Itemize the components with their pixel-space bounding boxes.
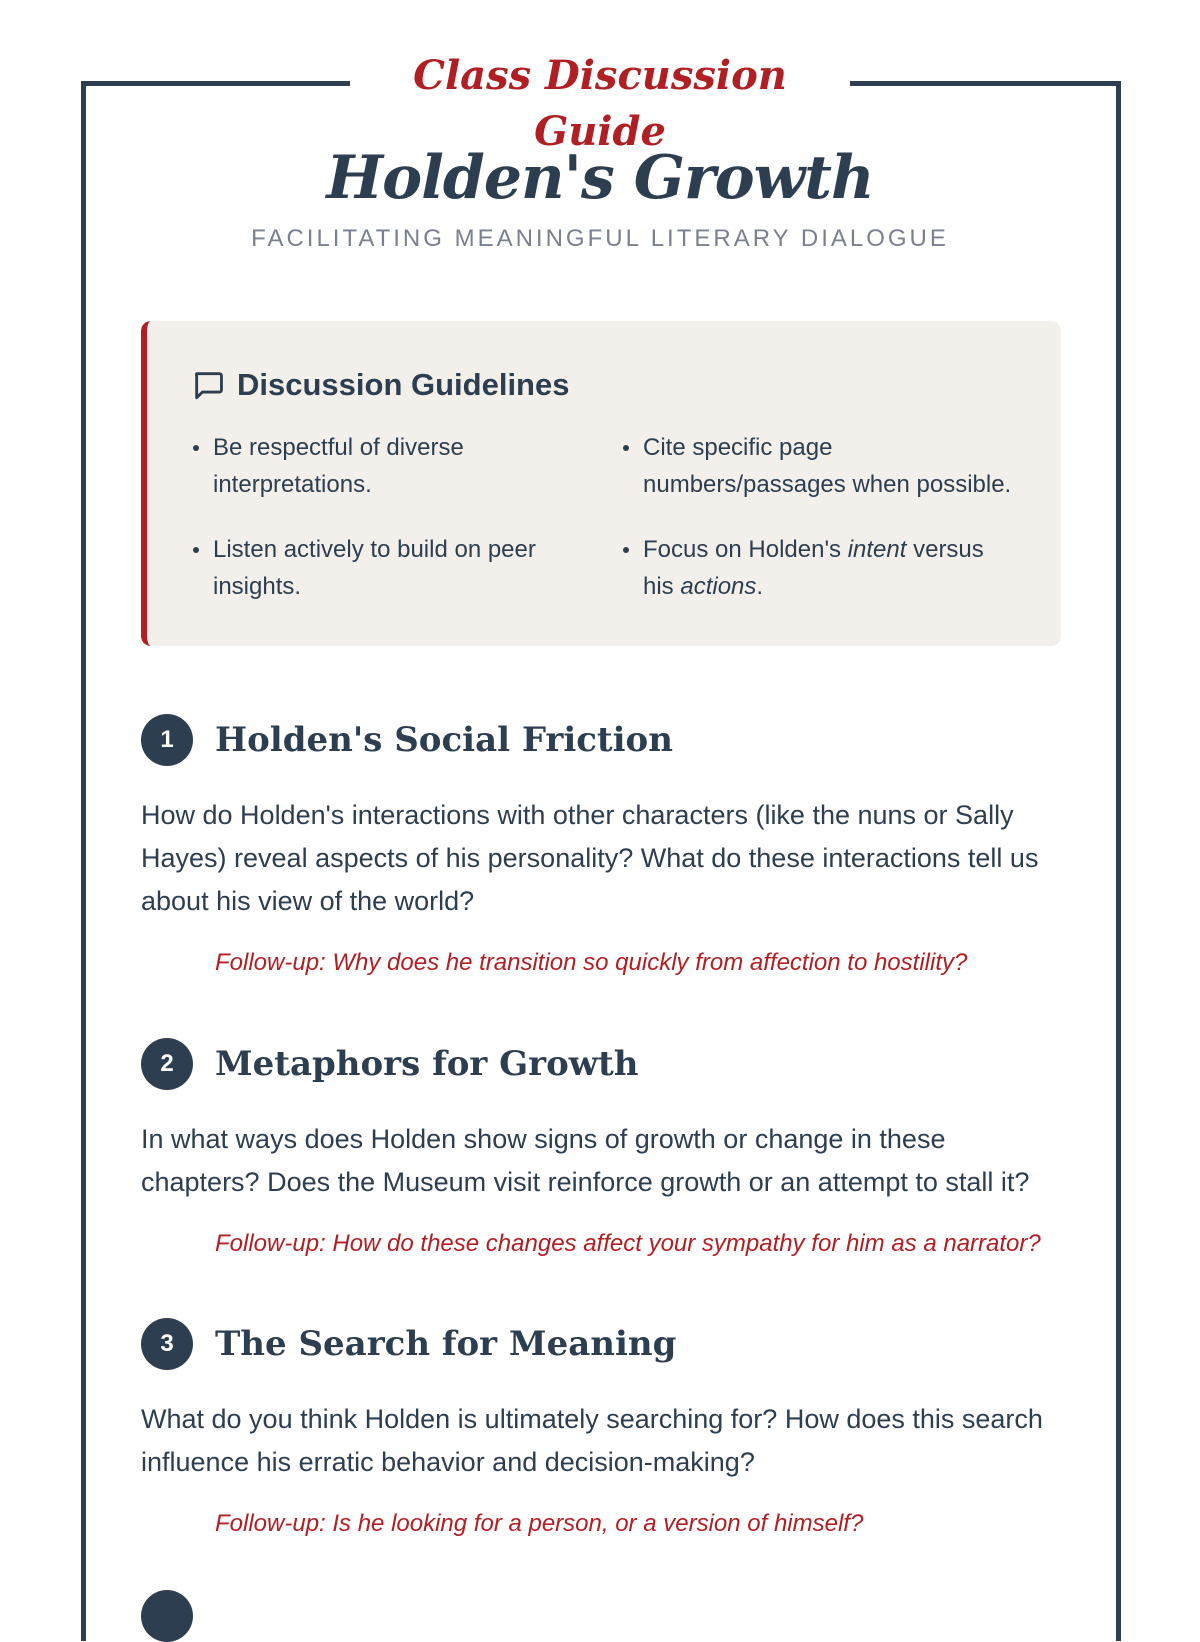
question-body: How do Holden's interactions with other characters (like the nuns or Sally Hayes) reveal aspects of his personality? What do these interactions tell us about his view of the world?: [141, 800, 1039, 916]
guideline-item: Be respectful of diverse interpretations.: [191, 429, 621, 503]
question-title: The Search for Meaning: [215, 1324, 677, 1364]
question-number-badge: 2: [141, 1038, 193, 1090]
question-title: Holden's Social Friction: [215, 720, 673, 760]
question-2: [141, 1036, 1066, 1262]
question-followup: Follow-up: How do these changes affect your sympathy for him as a narrator?: [215, 1230, 1041, 1257]
question-number-badge: 1: [141, 714, 193, 766]
guideline-item: Listen actively to build on peer insights.: [191, 531, 621, 605]
page-title: Holden's Growth: [326, 143, 874, 213]
guidelines-title: Discussion Guidelines: [237, 367, 570, 402]
question-number-badge: [141, 1590, 193, 1642]
question-title: Metaphors for Growth: [215, 1044, 639, 1084]
question-header: [141, 1036, 1066, 1092]
question-1: [141, 712, 1066, 981]
question-number-badge: 3: [141, 1318, 193, 1370]
question-followup: Follow-up: Is he looking for a person, or a version of himself?: [215, 1510, 864, 1537]
question-body: In what ways does Holden show signs of growth or change in these chapters? Does the Museum visit reinforce growth or an attempt to stall it?: [141, 1124, 1030, 1197]
question-header: [141, 1316, 1066, 1372]
guidelines-list: [191, 429, 1031, 605]
guideline-item: Cite specific page numbers/passages when possible.: [621, 429, 1031, 503]
banner-label: Class Discussion Guide: [350, 48, 850, 104]
question-3: [141, 1316, 1066, 1542]
guidelines-panel: [141, 321, 1061, 646]
guideline-item: Focus on Holden's intent versus his actions.: [621, 531, 1031, 605]
question-followup: Follow-up: Why does he transition so quickly from affection to hostility?: [215, 949, 968, 976]
question-header: [141, 712, 1066, 768]
page-subtitle: FACILITATING MEANINGFUL LITERARY DIALOGUE: [251, 225, 949, 252]
question-body: What do you think Holden is ultimately searching for? How does this search influence his erratic behavior and decision-making?: [141, 1404, 1043, 1477]
guidelines-header: [191, 365, 569, 405]
chat-bubble-icon: [191, 368, 225, 402]
